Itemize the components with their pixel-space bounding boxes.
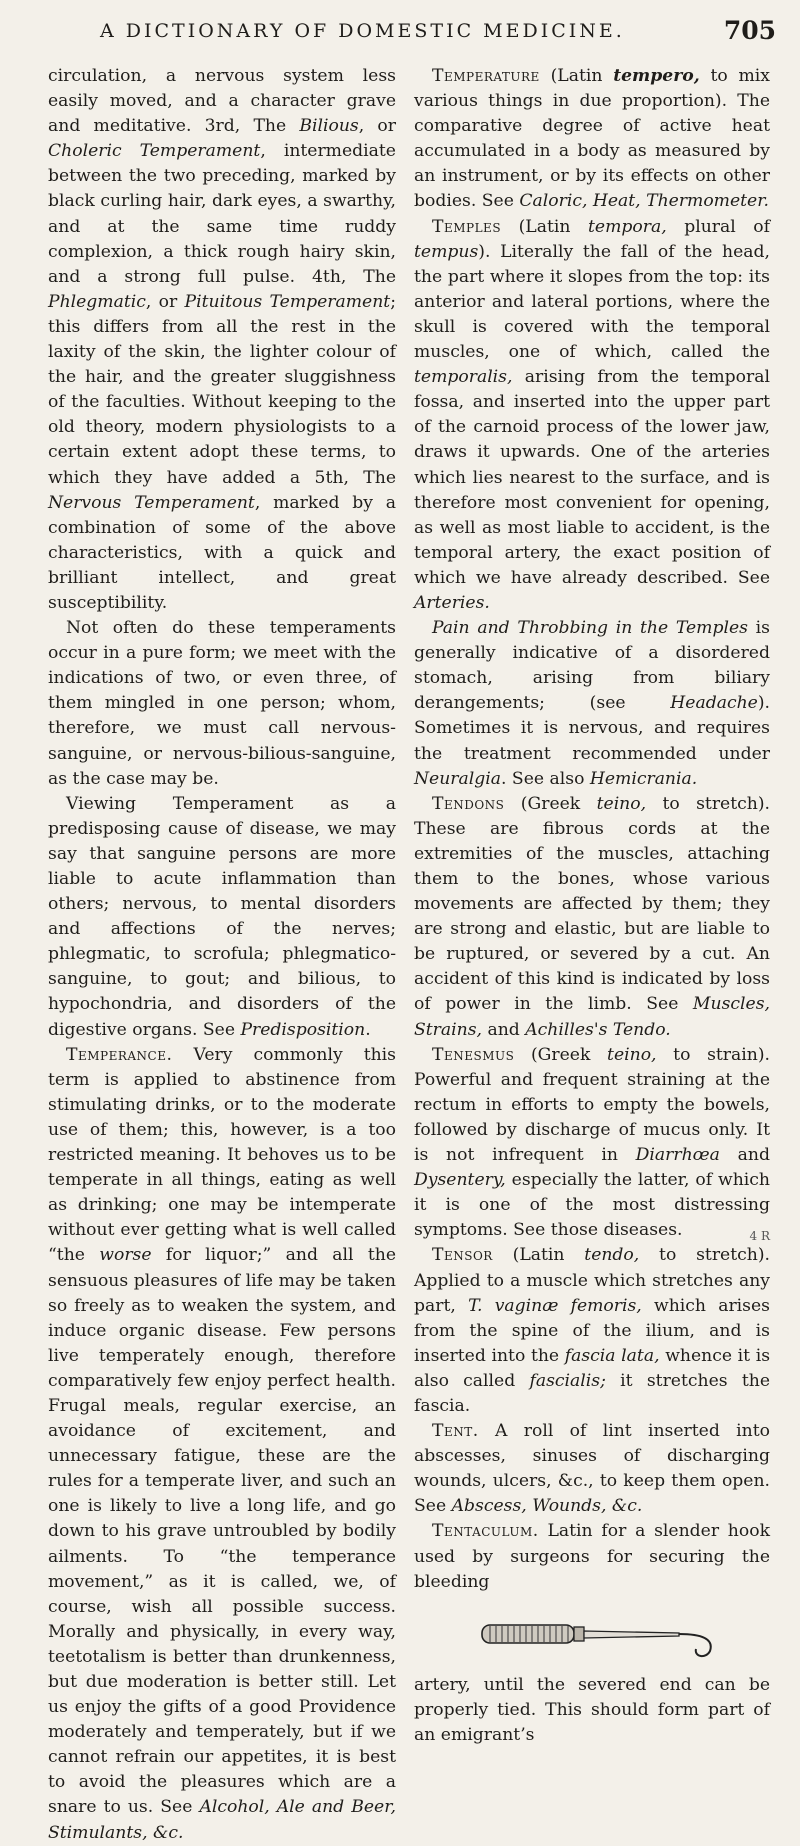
entry-heading: Tendons (432, 793, 505, 814)
tentaculum-hook-illustration (474, 1607, 724, 1665)
temperament-continuation: circulation, a nervous system less easily moved, and a character grave and meditative. 3rd, The Bilious, or Choleric Temperament, intermediate between the two preceding, marked by black curling hair, dark eyes, a swarthy, and at the same time ruddy complexion, a thick rough hairy skin, and a strong full pulse. 4th, The Phlegmatic, or Pituitous Temperament; this differs from all the rest in the laxity of the skin, the lighter colour of the hair, and the greater sluggishness of the faculties. Without keeping to the old theory, modern physiologists to a certain extent adopt these terms, to which they have added a 5th, The Nervous Temperament, marked by a combination of some of the above characteristics, with a quick and brilliant intellect, and great susceptibility. (48, 66, 396, 613)
entry-tensor: Tensor (Latin tendo, to stretch). Applied to a muscle which stretches any part, T. vaginæ femoris, which arises from the spine of the ilium, and is inserted into the fascia lata, whence it is also called fascialis; it stretches the fascia. (414, 1245, 771, 1416)
entry-heading: Tenesmus (432, 1044, 515, 1065)
entry-heading: Temperance. (66, 1044, 173, 1065)
entry-heading: Temperature (432, 66, 540, 86)
entry-pain-temples: Pain and Throbbing in the Temples is generally indicative of a disordered stomach, arising from biliary derangements; (see Headache). Sometimes it is nervous, and requires the treatment recommended under Neuralgia. See also Hemicrania. (414, 618, 770, 789)
entry-temples: Temples (Latin tempora, plural of tempus). Literally the fall of the head, the part where it slopes from the top: its anterior and lateral portions, where the skull is covered with the temporal muscles, one of which, called the temporalis, arising from the temporal fossa, and inserted into the upper part of the carnoid process of the lower jaw, draws it upwards. One of the arteries which lies nearest to the surface, and is therefore most convenient for opening, as well as most liable to accident, is the temporal artery, the exact position of which we have already described. See Arteries. (414, 216, 770, 613)
entry-tendons: Tendons (Greek teino, to stretch). These are fibrous cords at the extremities of the muscles, attaching them to the bones, whose various movements are affected by them; they are strong and elastic, but are liable to be ruptured, or severed by a cut. An accident of this kind is indicated by loss of power in the limb. See Muscles, Strains, and Achilles's Tendo. (414, 793, 770, 1040)
right-column (414, 64, 770, 1748)
entry-temperance: Temperance. Very commonly this term is applied to abstinence from stimulating drinks, or to the moderate use of them; this, however, is a too restricted meaning. It behoves us to be temperate in all things, eating as well as drinking; one may be intemperate without ever getting what is well called “the worse for liquor;” and all the sensuous pleasures of life may be taken so freely as to weaken the system, and induce organic disease. Few persons live temperately enough, therefore comparatively few enjoy perfect health. Frugal meals, regular exercise, an avoidance of excitement, and unnecessary fatigue, these are the rules for a temperate liver, and such an one is likely to live a long life, and go down to his grave untroubled by bodily ailments. To “the temperance movement,” as it is called, we, of course, wish all possible success. Morally and physically, in every way, teetotalism is better than drunkenness, but due moderation is better still. Let us enjoy the gifts of a good Providence moderately and temperately, but if we cannot refrain our appetites, it is best to avoid the pleasures which are a snare to us. See Alcohol, Ale and Beer, Stimulants, &c. (48, 1044, 396, 1843)
entry-heading: Tent. (432, 1421, 479, 1442)
page-number: 705 (723, 16, 776, 45)
entry-tenesmus: Tenesmus (Greek teino, to strain). Powerful and frequent straining at the rectum in efforts to empty the bowels, followed by discharge of mucus only. It is not infrequent in Diarrhœa and Dysentery, especially the latter, of which it is one of the most distressing symptoms. See those diseases. (414, 1044, 770, 1241)
entry-temperature: Temperature (Latin tempero, to mix various things in due proportion). The comparative degree of active heat accumulated in a body as measured by an instrument, or by its effects on other bodies. See Caloric, Heat, Thermometer. (414, 66, 770, 212)
running-head (0, 12, 800, 52)
mixed-temperaments-paragraph: Not often do these temperaments occur in a pure form; we meet with the indications of two, or even three, of them mingled in one person; whom, therefore, we must call nervous-sanguine, or nervous-bilious-sanguine, as the case may be. (48, 618, 396, 789)
running-title: A DICTIONARY OF DOMESTIC MEDICINE. (100, 20, 625, 42)
entry-tent: Tent. A roll of lint inserted into abscesses, sinuses of discharging wounds, ulcers, &c., to keep them open. See Abscess, Wounds, &c. (414, 1421, 770, 1517)
printer-signature: 4 R (749, 1229, 770, 1243)
left-column (48, 64, 396, 1846)
entry-tentaculum: Tentaculum. Latin for a slender hook used by surgeons for securing the bleeding (414, 1521, 770, 1592)
entry-heading: Tensor (432, 1245, 493, 1266)
predisposing-cause-paragraph: Viewing Temperament as a predisposing cause of disease, we may say that sanguine persons are more liable to acute inflammation than others; nervous, to mental disorders and affections of the nerves; phlegmatic, to scrofula; phlegmatico-sanguine, to gout; and bilious, to hypochondria, and disorders of the digestive organs. See Predisposition. (48, 793, 396, 1040)
entry-heading: Tentaculum. (432, 1521, 539, 1542)
tentaculum-continuation: artery, until the severed end can be properly tied. This should form part of an emigrant’s (414, 1674, 770, 1745)
entry-heading: Temples (432, 216, 502, 237)
